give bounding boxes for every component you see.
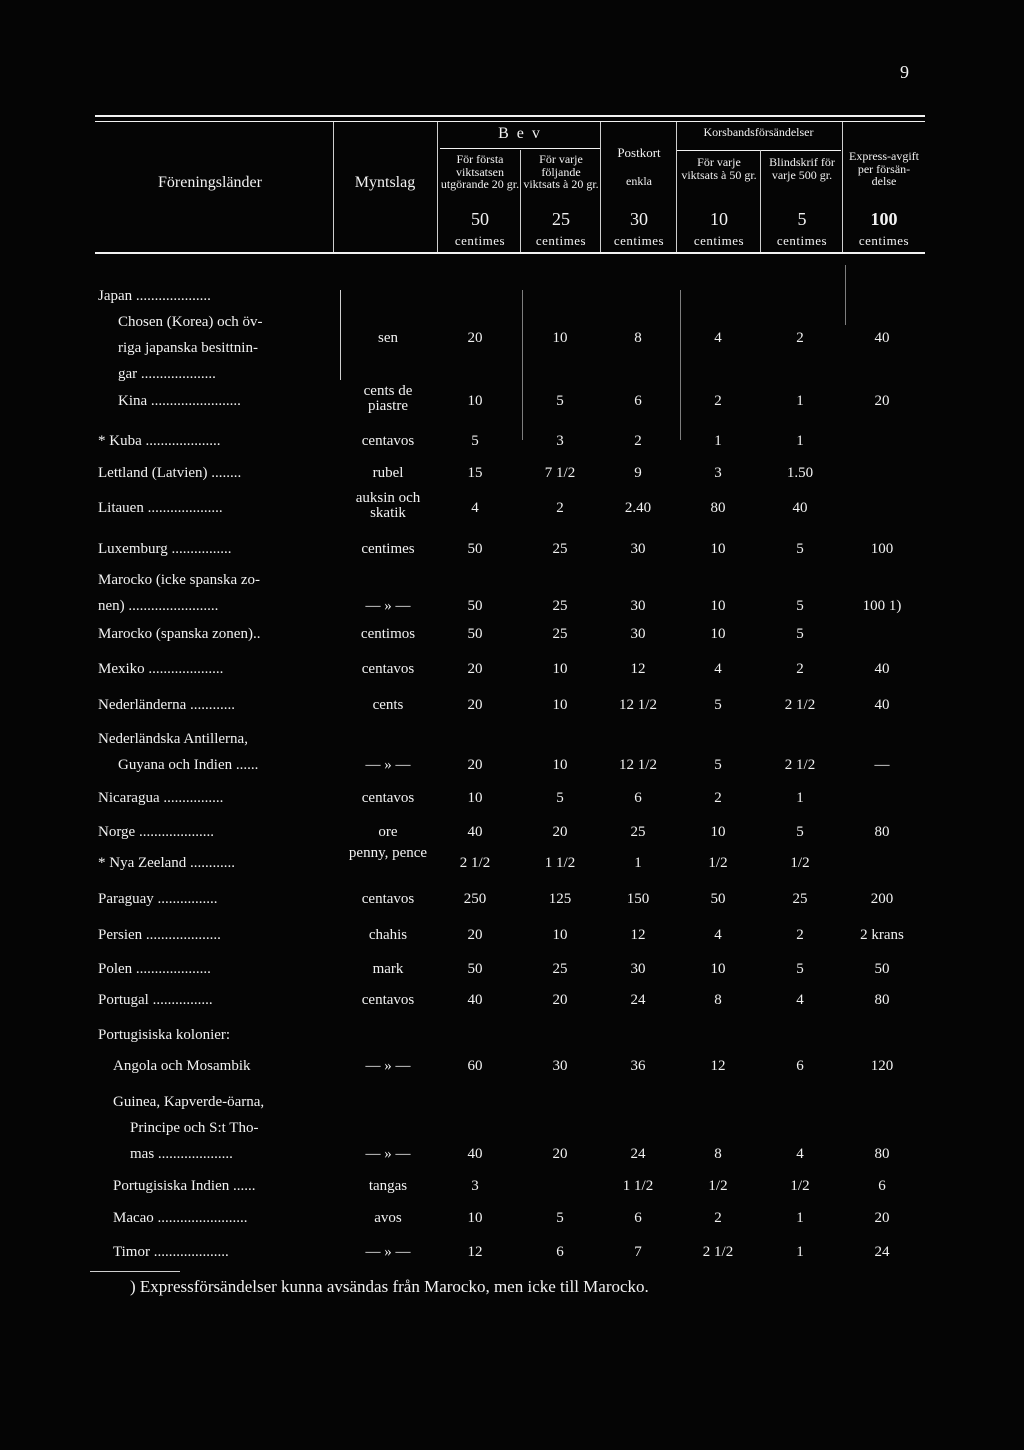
currency-cell: — » — [365, 757, 411, 773]
rate-cell: 5 [556, 790, 564, 806]
rate-cell: 5 [556, 1210, 564, 1226]
rate-cell: 10 [710, 541, 726, 557]
currency-cell: centimos [360, 626, 416, 642]
currency-cell: centavos [361, 661, 415, 677]
rate-cell: 4 [714, 661, 722, 677]
rate-cell: 6 [878, 1178, 886, 1194]
header-express-unit: centimes [858, 233, 910, 248]
rate-cell: 50 [710, 891, 726, 907]
rate-cell: 20 [467, 927, 483, 943]
header-postcard: Postkort [617, 145, 661, 160]
header-next-weight: För varje följande viktsats à 20 gr. [523, 152, 599, 192]
currency-cell: penny, pence [348, 845, 428, 861]
rate-cell: 2.40 [624, 500, 652, 516]
rate-cell: 30 [552, 1058, 568, 1074]
rate-cell: 125 [548, 891, 572, 907]
rate-cell: 24 [630, 1146, 646, 1162]
rate-cell: 10 [710, 961, 726, 977]
rate-cell: 2 [634, 433, 642, 449]
rate-cell: 5 [714, 757, 722, 773]
country-name: Marocko (spanska zonen).. [98, 626, 261, 642]
currency-cell: — » — [365, 1146, 411, 1162]
rate-cell: 20 [467, 757, 483, 773]
rate-cell: 4 [796, 992, 804, 1008]
rate-cell: 30 [630, 961, 646, 977]
rate-cell: 10 [552, 330, 568, 346]
country-name: Portugisiska kolonier: [98, 1027, 231, 1043]
table-row [0, 572, 1024, 624]
rate-cell: 10 [552, 661, 568, 677]
rate-cell: 5 [796, 626, 804, 642]
rate-cell: 40 [467, 824, 483, 840]
rate-cell: 2 [796, 927, 804, 943]
country-name: Angola och Mosambik [113, 1058, 251, 1074]
table-row [0, 541, 1024, 567]
header-wrapper: För varje viktsats à 50 gr. [681, 155, 757, 182]
table-row [0, 891, 1024, 917]
table-row [0, 790, 1024, 816]
rate-cell: 10 [552, 697, 568, 713]
rate-cell: 1/2 [790, 855, 810, 871]
country-name: Lettland (Latvien) ........ [98, 465, 242, 481]
header-blind: Blindskrif för varje 500 gr. [769, 155, 835, 182]
header-next-weight-rate: 25 [552, 209, 570, 229]
currency-cell: tangas [368, 1178, 408, 1194]
currency-cell: centavos [361, 891, 415, 907]
rate-cell: 40 [792, 500, 808, 516]
rate-cell: 6 [634, 393, 642, 409]
rate-cell: 30 [630, 626, 646, 642]
header-wrapper-group: Korsbandsförsändelser [703, 125, 814, 139]
table-row [0, 1027, 1024, 1053]
rate-cell: 40 [467, 1146, 483, 1162]
rate-cell: 20 [874, 1210, 890, 1226]
table-row [0, 1178, 1024, 1204]
currency-cell: centavos [361, 992, 415, 1008]
rate-cell: 2 [714, 790, 722, 806]
rate-cell: 12 1/2 [619, 757, 657, 773]
rate-cell: 1/2 [708, 855, 728, 871]
rate-cell: 2 [714, 1210, 722, 1226]
header-wrapper-unit: centimes [693, 233, 745, 248]
rate-cell: 20 [552, 1146, 568, 1162]
country-name: Luxemburg ................ [98, 541, 232, 557]
country-name: Kina ........................ [118, 393, 241, 409]
header-express: Express-avgift per försän-delse [849, 149, 919, 189]
rate-cell: 7 1/2 [544, 465, 576, 481]
rate-cell: 1 1/2 [622, 1178, 654, 1194]
rate-cell: 50 [467, 541, 483, 557]
country-name: Marocko (icke spanska zo- [98, 572, 261, 588]
country-name: Chosen (Korea) och öv- [118, 314, 263, 330]
country-name: Persien .................... [98, 927, 221, 943]
rate-cell: 1 [796, 433, 804, 449]
rate-cell: 2 [796, 661, 804, 677]
table-row [0, 626, 1024, 652]
table-row [0, 661, 1024, 687]
rate-cell: 12 [710, 1058, 726, 1074]
header-letters-group: B e v [498, 125, 542, 142]
rate-cell: 2 [714, 393, 722, 409]
header-first-weight-rate: 50 [471, 209, 489, 229]
rate-cell: 10 [710, 598, 726, 614]
rate-cell: 25 [552, 626, 568, 642]
rate-cell: 1/2 [708, 1178, 728, 1194]
table-row [0, 383, 1024, 419]
rate-cell: 3 [471, 1178, 479, 1194]
table-row [0, 288, 1024, 392]
currency-cell: mark [372, 961, 404, 977]
rate-cell: 100 [870, 541, 894, 557]
rate-cell: 2 krans [860, 927, 904, 943]
rate-cell: 1 [796, 1244, 804, 1260]
rate-cell: 80 [874, 992, 890, 1008]
header-country: Föreningsländer [158, 174, 262, 191]
currency-cell: centavos [361, 790, 415, 806]
rate-cell: 5 [796, 541, 804, 557]
rate-cell: 12 [630, 927, 646, 943]
rate-cell: 25 [552, 541, 568, 557]
rate-cell: 1 1/2 [544, 855, 576, 871]
table-row [0, 433, 1024, 459]
footnote: ) Expressförsändelser kunna avsändas från Marocko, men icke till Marocko. [130, 1277, 649, 1296]
rate-cell: 20 [467, 330, 483, 346]
rate-cell: 60 [467, 1058, 483, 1074]
rate-cell: 2 1/2 [784, 697, 816, 713]
rate-cell: 12 [467, 1244, 483, 1260]
rate-cell: 2 [796, 330, 804, 346]
header-next-weight-unit: centimes [535, 233, 587, 248]
rate-cell: 25 [552, 961, 568, 977]
country-name: Timor .................... [113, 1244, 229, 1260]
rate-cell: 1 [796, 393, 804, 409]
country-name: Nederländerna ............ [98, 697, 236, 713]
rate-cell: 10 [552, 757, 568, 773]
country-name: Portugal ................ [98, 992, 213, 1008]
country-name: nen) ........................ [98, 598, 219, 614]
currency-cell: sen [378, 330, 398, 346]
rate-cell: 6 [556, 1244, 564, 1260]
country-name: Mexiko .................... [98, 661, 224, 677]
rate-cell: 150 [626, 891, 650, 907]
rate-cell: 1 [634, 855, 642, 871]
rate-cell: 10 [467, 393, 483, 409]
rate-cell: 5 [471, 433, 479, 449]
currency-cell: — » — [365, 1058, 411, 1074]
rate-cell: 5 [796, 598, 804, 614]
country-name: * Kuba .................... [98, 433, 221, 449]
rate-cell: 10 [552, 927, 568, 943]
country-name: Principe och S:t Tho- [130, 1120, 259, 1136]
footnote-rule [90, 1271, 180, 1272]
rate-cell: 2 [556, 500, 564, 516]
rate-cell: 3 [714, 465, 722, 481]
rate-cell: 40 [874, 661, 890, 677]
rate-cell: 25 [792, 891, 808, 907]
country-name: Nicaragua ................ [98, 790, 224, 806]
rate-cell: 24 [874, 1244, 890, 1260]
country-name: Guyana och Indien ...... [118, 757, 259, 773]
rate-cell: 25 [552, 598, 568, 614]
header-express-rate: 100 [870, 209, 898, 229]
rate-cell: 80 [710, 500, 726, 516]
rate-cell: 80 [874, 1146, 890, 1162]
rate-cell: 20 [467, 697, 483, 713]
rate-cell: 5 [556, 393, 564, 409]
rate-cell: 50 [467, 626, 483, 642]
rate-cell: 4 [471, 500, 479, 516]
currency-cell: cents de piastre [363, 383, 413, 414]
table-row [0, 465, 1024, 491]
currency-cell: — » — [365, 598, 411, 614]
rate-cell: 30 [630, 598, 646, 614]
table-row [0, 845, 1024, 881]
table-row [0, 731, 1024, 783]
rate-cell: 25 [630, 824, 646, 840]
rate-cell: 1/2 [790, 1178, 810, 1194]
currency-cell: auksin och skatik [355, 490, 421, 521]
table-row [0, 697, 1024, 723]
rate-cell: 10 [467, 1210, 483, 1226]
header-blind-unit: centimes [776, 233, 828, 248]
rate-cell: 2 1/2 [784, 757, 816, 773]
rate-cell: 2 1/2 [702, 1244, 734, 1260]
rate-cell: 10 [710, 824, 726, 840]
country-name: Litauen .................... [98, 500, 223, 516]
header-blind-rate: 5 [797, 209, 807, 229]
rate-cell: 20 [467, 661, 483, 677]
header-wrapper-rate: 10 [710, 209, 728, 229]
header-first-weight: För första viktsatsen utgörande 20 gr. [440, 152, 520, 192]
rate-cell: — [874, 757, 890, 773]
page-number: 9 [900, 62, 909, 82]
rate-cell: 5 [796, 961, 804, 977]
rate-cell: 50 [467, 598, 483, 614]
table-row [0, 490, 1024, 526]
rate-cell: 1.50 [786, 465, 814, 481]
rate-cell: 12 [630, 661, 646, 677]
rate-cell: 2 1/2 [459, 855, 491, 871]
country-name: Norge .................... [98, 824, 214, 840]
rate-cell: 200 [870, 891, 894, 907]
rate-cell: 4 [796, 1146, 804, 1162]
rate-cell: 9 [634, 465, 642, 481]
currency-cell: centavos [361, 433, 415, 449]
table-row [0, 992, 1024, 1018]
rate-cell: 8 [714, 1146, 722, 1162]
country-name: mas .................... [130, 1146, 233, 1162]
rate-cell: 12 1/2 [619, 697, 657, 713]
table-row [0, 1210, 1024, 1236]
rate-cell: 20 [552, 992, 568, 1008]
rate-cell: 40 [874, 697, 890, 713]
rate-cell: 4 [714, 330, 722, 346]
rate-cell: 6 [634, 1210, 642, 1226]
rate-cell: 250 [463, 891, 487, 907]
rate-cell: 10 [467, 790, 483, 806]
rate-cell: 24 [630, 992, 646, 1008]
header-postcard-unit: centimes [613, 233, 665, 248]
country-name: riga japanska besittnin- [118, 340, 258, 356]
rate-cell: 50 [874, 961, 890, 977]
rate-cell: 120 [870, 1058, 894, 1074]
currency-cell: — » — [365, 1244, 411, 1260]
rate-cell: 3 [556, 433, 564, 449]
header-postcard-rate: 30 [630, 209, 648, 229]
country-name: gar .................... [118, 366, 216, 382]
rate-cell: 5 [796, 824, 804, 840]
rate-cell: 5 [714, 697, 722, 713]
currency-cell: ore [378, 824, 398, 840]
rate-cell: 1 [796, 1210, 804, 1226]
table-row [0, 927, 1024, 953]
country-name: Macao ........................ [113, 1210, 248, 1226]
rate-cell: 40 [467, 992, 483, 1008]
rate-cell: 8 [714, 992, 722, 1008]
currency-cell: rubel [372, 465, 404, 481]
header-currency: Myntslag [354, 174, 416, 191]
table-row [0, 1058, 1024, 1084]
rate-cell: 30 [630, 541, 646, 557]
country-name: Japan .................... [98, 288, 211, 304]
rate-cell: 80 [874, 824, 890, 840]
rate-cell: 36 [630, 1058, 646, 1074]
country-name: Portugisiska Indien ...... [113, 1178, 256, 1194]
currency-cell: cents [372, 697, 404, 713]
country-name: Paraguay ................ [98, 891, 218, 907]
rate-cell: 4 [714, 927, 722, 943]
header-first-weight-unit: centimes [454, 233, 506, 248]
table-row [0, 1094, 1024, 1172]
table-row [0, 961, 1024, 987]
table-row [0, 1244, 1024, 1270]
currency-cell: chahis [368, 927, 408, 943]
rate-cell: 6 [634, 790, 642, 806]
table-row [0, 824, 1024, 850]
rate-cell: 20 [874, 393, 890, 409]
rate-cell: 100 1) [862, 598, 902, 614]
rate-cell: 10 [710, 626, 726, 642]
country-name: * Nya Zeeland ............ [98, 855, 236, 871]
currency-cell: centimes [361, 541, 415, 557]
rate-cell: 6 [796, 1058, 804, 1074]
currency-cell: avos [374, 1210, 402, 1226]
rate-cell: 15 [467, 465, 483, 481]
country-name: Guinea, Kapverde-öarna, [113, 1094, 265, 1110]
rate-cell: 20 [552, 824, 568, 840]
rate-cell: 7 [634, 1244, 642, 1260]
country-name: Nederländska Antillerna, [98, 731, 248, 747]
rate-cell: 40 [874, 330, 890, 346]
rate-cell: 1 [796, 790, 804, 806]
rate-cell: 50 [467, 961, 483, 977]
country-name: Polen .................... [98, 961, 211, 977]
header-postcard-sub: enkla [626, 174, 652, 188]
rate-cell: 8 [634, 330, 642, 346]
rate-cell: 1 [714, 433, 722, 449]
